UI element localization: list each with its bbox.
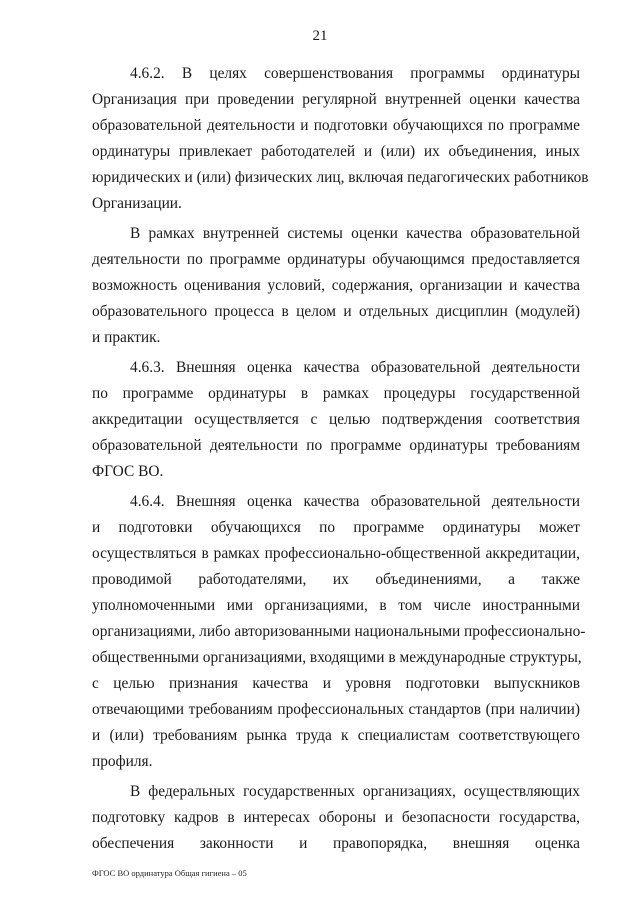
text-line: отвечающими требованиям профессиональных стандартов (при наличии) bbox=[92, 701, 580, 718]
text-line: и подготовки обучающихся по программе ординатуры может bbox=[92, 519, 580, 536]
paragraph-p2 bbox=[92, 221, 580, 351]
text-line: общественными организациями, входящими в международные структуры, bbox=[92, 649, 582, 666]
text-line: образовательной деятельности и подготовки обучающихся по программе bbox=[92, 117, 580, 134]
text-line: возможность оценивания условий, содержания, организации и качества bbox=[92, 277, 580, 294]
text-line: уполномоченными ими организациями, в том числе иностранными bbox=[92, 597, 580, 614]
page-number: 21 bbox=[312, 28, 328, 44]
text-line: ординатуры привлекает работодателей и (или) их объединения, иных bbox=[92, 143, 580, 160]
paragraph-p3 bbox=[92, 355, 580, 485]
text-line: и практик. bbox=[92, 329, 161, 346]
text-line: 4.6.2. В целях совершенствования программы ординатуры bbox=[130, 65, 580, 82]
text-line: 4.6.4. Внешняя оценка качества образовательной деятельности bbox=[130, 493, 580, 510]
text-line: В рамках внутренней системы оценки качества образовательной bbox=[130, 225, 580, 242]
text-line: проводимой работодателями, их объединениями, а также bbox=[92, 571, 580, 588]
text-line: подготовку кадров в интересах обороны и безопасности государства, bbox=[92, 809, 580, 826]
text-line: обеспечения законности и правопорядка, внешняя оценка bbox=[92, 835, 580, 852]
text-line: Организация при проведении регулярной внутренней оценки качества bbox=[92, 91, 580, 108]
text-line: по программе ординатуры в рамках процедуры государственной bbox=[92, 385, 580, 402]
text-line: профиля. bbox=[92, 753, 153, 770]
text-line: Организации. bbox=[92, 195, 182, 212]
text-line: 4.6.3. Внешняя оценка качества образовательной деятельности bbox=[130, 359, 580, 376]
text-line: аккредитации осуществляется с целью подтверждения соответствия bbox=[92, 411, 580, 428]
text-line: образовательного процесса в целом и отдельных дисциплин (модулей) bbox=[92, 303, 580, 320]
text-line: образовательной деятельности по программе ординатуры требованиям bbox=[92, 437, 580, 454]
text-line: организациями, либо авторизованными национальными профессионально- bbox=[92, 623, 586, 640]
text-line: В федеральных государственных организациях, осуществляющих bbox=[130, 783, 580, 800]
text-line: и (или) требованиям рынка труда к специалистам соответствующего bbox=[92, 727, 580, 744]
document-body bbox=[92, 61, 589, 861]
page-footer: ФГОС ВО ординатура Общая гигиена – 05 bbox=[92, 868, 247, 878]
paragraph-p1 bbox=[92, 61, 589, 217]
text-line: с целью признания качества и уровня подготовки выпускников bbox=[92, 675, 580, 692]
text-line: деятельности по программе ординатуры обучающимся предоставляется bbox=[92, 251, 580, 268]
text-line: ФГОС ВО. bbox=[92, 463, 164, 480]
text-line: осуществляться в рамках профессионально-общественной аккредитации, bbox=[92, 545, 580, 562]
paragraph-p4 bbox=[92, 489, 586, 775]
text-line: юридических и (или) физических лиц, включая педагогических работников bbox=[92, 169, 589, 186]
paragraph-p5 bbox=[92, 779, 580, 857]
